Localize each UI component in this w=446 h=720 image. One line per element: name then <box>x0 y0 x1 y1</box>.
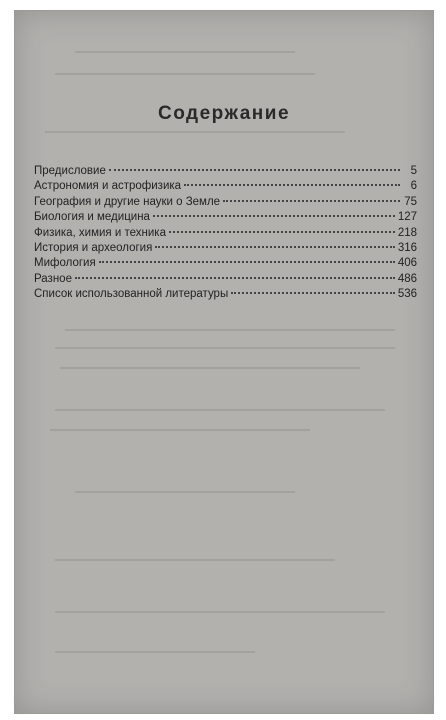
toc-entry <box>34 256 417 271</box>
dot-leader <box>155 245 394 248</box>
toc-entry-page-number: 5 <box>410 165 417 177</box>
show-through-line <box>75 491 295 493</box>
toc-entry-title: История и археология <box>34 241 153 254</box>
show-through-line <box>60 367 360 369</box>
toc-entry-title: Астрономия и астрофизика <box>34 180 182 193</box>
book-page <box>14 10 434 714</box>
dot-leader <box>109 168 400 171</box>
toc-entry <box>34 164 417 179</box>
dot-leader <box>184 183 400 186</box>
toc-entry-page-number: 316 <box>397 241 417 254</box>
show-through-line <box>55 611 385 613</box>
dot-leader <box>169 230 395 233</box>
toc-entry-page-number: 406 <box>397 257 417 270</box>
toc-entry <box>34 226 417 241</box>
toc-entry-title: Список использованной литературы <box>34 288 229 301</box>
show-through-line <box>65 329 395 331</box>
toc-entry <box>34 210 417 225</box>
toc-entry <box>34 179 417 194</box>
dot-leader <box>75 276 395 279</box>
toc-entry-title: Биология и медицина <box>34 211 150 224</box>
toc-entry-title: Физика, химия и техника <box>34 226 166 239</box>
toc-entry <box>34 272 417 287</box>
show-through-line <box>55 559 335 561</box>
dot-leader <box>223 199 400 202</box>
toc-entry-page-number: 127 <box>397 211 417 224</box>
dot-leader <box>99 260 395 263</box>
toc-entry-page-number: 486 <box>397 272 417 285</box>
toc-entry <box>34 241 417 256</box>
toc-entry-page-number: 6 <box>410 180 417 193</box>
toc-entry <box>34 287 417 302</box>
show-through-line <box>55 73 315 75</box>
toc-entry-page-number: 75 <box>404 195 417 208</box>
page-title: Содержание <box>157 103 291 124</box>
show-through-line <box>55 409 385 411</box>
toc-entry-title: Разное <box>34 272 72 285</box>
show-through-line <box>55 347 395 349</box>
toc-entry-title: Предисловие <box>34 165 106 177</box>
show-through-line <box>45 131 345 133</box>
dot-leader <box>231 291 395 294</box>
table-of-contents <box>34 164 417 303</box>
dot-leader <box>153 214 395 217</box>
show-through-line <box>50 429 310 431</box>
toc-entry-page-number: 218 <box>397 226 417 239</box>
show-through-line <box>55 651 255 653</box>
show-through-line <box>75 51 295 53</box>
toc-entry-page-number: 536 <box>397 288 417 301</box>
toc-entry <box>34 195 417 210</box>
toc-entry-title: География и другие науки о Земле <box>34 195 221 208</box>
toc-entry-title: Мифология <box>34 257 96 270</box>
